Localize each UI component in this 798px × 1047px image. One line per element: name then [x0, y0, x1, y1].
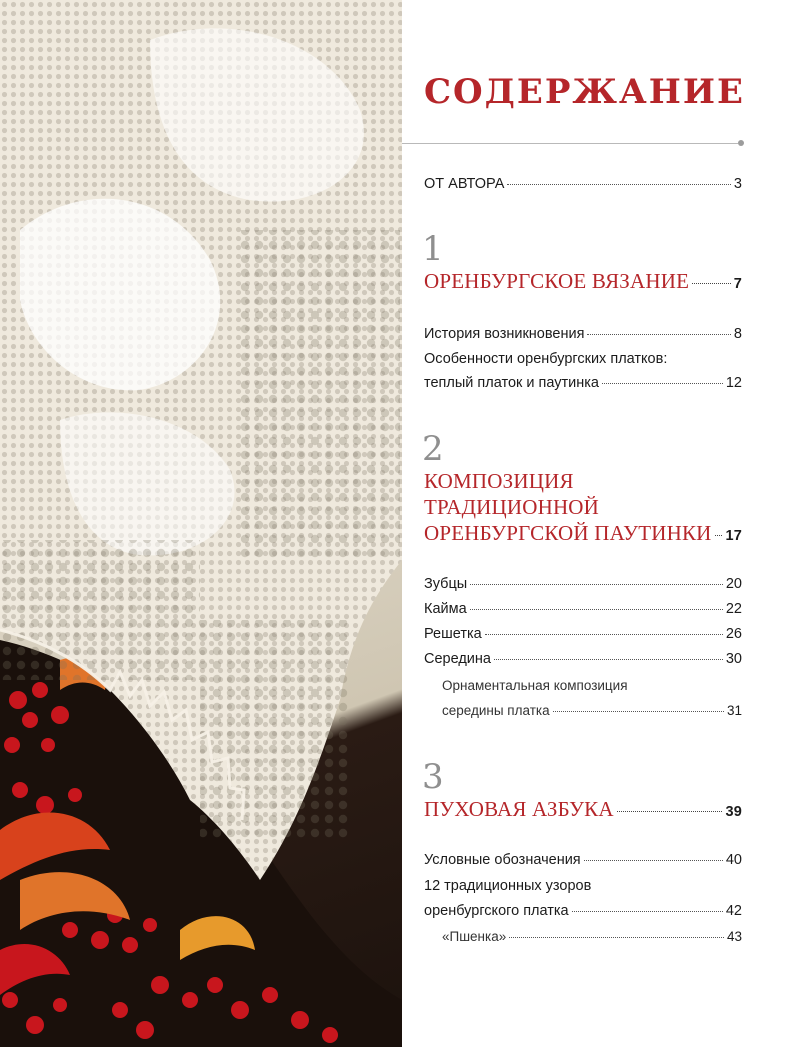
- title-divider: [402, 143, 738, 144]
- toc-entry-label: Условные обозначения: [424, 852, 581, 868]
- dot-leader: [509, 937, 724, 938]
- section-title-text: ОРЕНБУРГСКОЕ ВЯЗАНИЕ: [424, 269, 690, 293]
- section-page: 17: [725, 528, 742, 544]
- toc-entry-page: 22: [725, 601, 742, 617]
- page-title: СОДЕРЖАНИЕ: [424, 72, 745, 112]
- toc-entry[interactable]: [424, 576, 742, 592]
- toc-entry-line[interactable]: Особенности оренбургских платков:: [424, 351, 668, 367]
- toc-entry-label: История возникновения: [424, 326, 585, 342]
- section-title-line: ТРАДИЦИОННОЙ: [424, 495, 600, 519]
- divider-end-dot: [738, 140, 744, 146]
- toc-entry-label: «Пшенка»: [442, 929, 507, 944]
- dot-leader: [572, 911, 723, 912]
- toc-entry-page: 12: [725, 375, 742, 391]
- dot-leader: [485, 634, 723, 635]
- toc-entry-label: Кайма: [424, 601, 467, 617]
- toc-entry-page: 31: [726, 703, 742, 718]
- section-title-text: ПУХОВАЯ АЗБУКА: [424, 797, 614, 821]
- toc-entry[interactable]: [424, 626, 742, 642]
- dot-leader: [587, 334, 730, 335]
- section-title[interactable]: [424, 268, 742, 297]
- section-title-line: [424, 796, 742, 825]
- section-title[interactable]: [424, 468, 742, 549]
- toc-entry[interactable]: [424, 852, 742, 868]
- section-number: 1: [422, 229, 444, 269]
- section-title-line: [424, 520, 742, 549]
- toc-entry[interactable]: [424, 903, 742, 919]
- section-number: 3: [422, 757, 444, 797]
- section-number: 2: [422, 429, 444, 469]
- toc-entry[interactable]: [424, 326, 742, 342]
- dot-leader: [470, 584, 723, 585]
- toc-entry-page: 8: [733, 326, 742, 342]
- section-page: 7: [733, 276, 742, 292]
- toc-entry-page: 26: [725, 626, 742, 642]
- toc-entry-label: теплый платок и паутинка: [424, 375, 599, 391]
- toc-entry-label: оренбургского платка: [424, 903, 569, 919]
- dot-leader: [507, 184, 731, 185]
- toc-entry-label: Зубцы: [424, 576, 468, 592]
- toc-entry[interactable]: [424, 375, 742, 391]
- dot-leader: [553, 711, 724, 712]
- toc-entry-label: Середина: [424, 651, 491, 667]
- section-title-line: [424, 268, 742, 297]
- toc-subentry[interactable]: [442, 703, 742, 718]
- section-title[interactable]: [424, 796, 742, 825]
- toc-entry-label: середины платка: [442, 703, 550, 718]
- dot-leader: [602, 383, 723, 384]
- toc-entry-label: Решетка: [424, 626, 482, 642]
- toc-entry-page: 43: [726, 929, 742, 944]
- section-title-text: ОРЕНБУРГСКОЙ ПАУТИНКИ: [424, 521, 712, 545]
- toc-entry-label: ОТ АВТОРА: [424, 176, 505, 192]
- dot-leader: [692, 283, 731, 284]
- dot-leader: [494, 659, 723, 660]
- toc-entry-line[interactable]: 12 традиционных узоров: [424, 878, 592, 894]
- toc-subentry[interactable]: [442, 929, 742, 944]
- toc-entry-page: 30: [725, 651, 742, 667]
- dot-leader: [584, 860, 723, 861]
- toc-entry-intro[interactable]: [424, 176, 742, 192]
- toc-entry-page: 42: [725, 903, 742, 919]
- section-title-line: КОМПОЗИЦИЯ: [424, 469, 574, 493]
- toc-entry-page: 40: [725, 852, 742, 868]
- dot-leader: [617, 811, 723, 812]
- toc-subentry-line[interactable]: Орнаментальная композиция: [442, 678, 628, 693]
- dot-leader: [715, 535, 723, 536]
- dot-leader: [470, 609, 723, 610]
- table-of-contents: [402, 0, 798, 1047]
- toc-entry[interactable]: [424, 601, 742, 617]
- section-page: 39: [725, 804, 742, 820]
- toc-entry-page: 3: [733, 176, 742, 192]
- toc-entry[interactable]: [424, 651, 742, 667]
- toc-entry-page: 20: [725, 576, 742, 592]
